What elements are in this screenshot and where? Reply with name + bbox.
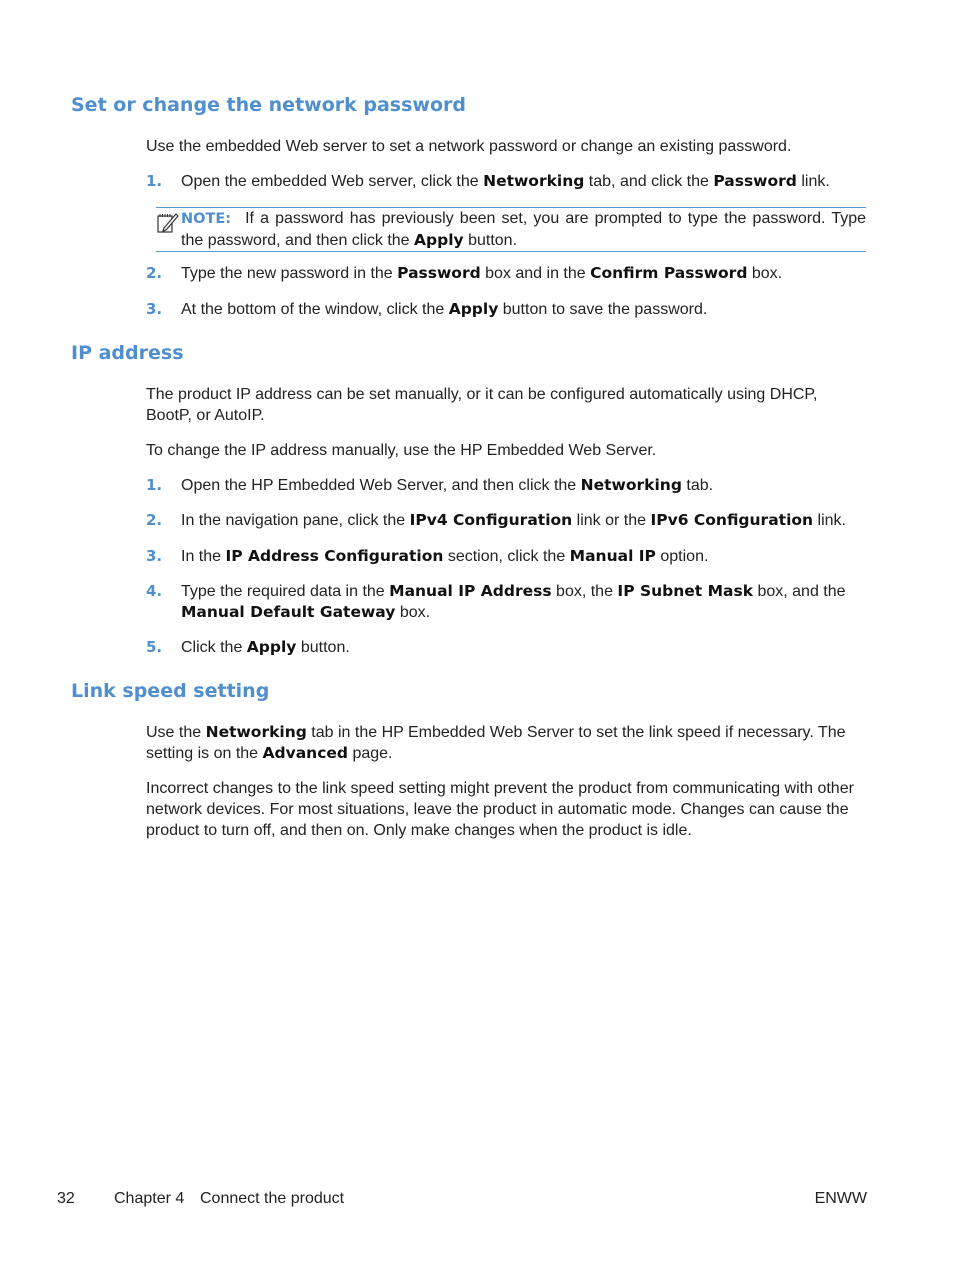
ui-term: Apply	[448, 300, 499, 318]
section-heading-ip-address: IP address	[71, 342, 184, 364]
step-text: In the navigation pane, click the IPv4 Configuration link or the IPv6 Configuration link.	[181, 511, 846, 529]
ui-term: Apply	[414, 231, 464, 249]
section-heading-link-speed: Link speed setting	[71, 680, 270, 702]
step-number: 3.	[146, 300, 163, 318]
step-number: 1.	[146, 172, 163, 190]
page-number: 32	[57, 1190, 75, 1207]
step-text: Type the new password in the Password box and in the Confirm Password box.	[181, 264, 783, 282]
ui-term: IPv6 Configuration	[650, 511, 814, 529]
note-body: If a password has previously been set, you are prompted to type the password. Type the password, and then click the Apply button.	[181, 210, 866, 249]
note-label: NOTE:	[181, 211, 232, 227]
step-number: 4.	[146, 582, 163, 600]
ui-term: Password	[397, 264, 481, 282]
step-number: 2.	[146, 264, 163, 282]
step-text: Open the embedded Web server, click the Networking tab, and click the Password link.	[181, 172, 830, 190]
ui-term: Networking	[205, 723, 307, 741]
ui-term: IP Subnet Mask	[617, 582, 754, 600]
ui-term: Networking	[580, 476, 682, 494]
ui-term: Manual IP Address	[389, 582, 552, 600]
step-number: 3.	[146, 547, 163, 565]
note-pencil-icon	[156, 210, 180, 234]
ui-term: Apply	[246, 638, 297, 656]
ip-intro-2: To change the IP address manually, use the HP Embedded Web Server.	[146, 442, 657, 459]
ip-intro-1: The product IP address can be set manually, or it can be configured automatically using DHCP, BootP, or AutoIP.	[146, 386, 818, 424]
step-number: 2.	[146, 511, 163, 529]
footer-chapter: Chapter 4	[114, 1190, 185, 1207]
note-text	[181, 208, 866, 251]
step-text: In the IP Address Configuration section, click the Manual IP option.	[181, 547, 709, 565]
ui-term: IPv4 Configuration	[409, 511, 573, 529]
footer-locale: ENWW	[814, 1190, 867, 1207]
link-para-1: Use the Networking tab in the HP Embedded Web Server to set the link speed if necessary. The setting is on the Advanced page.	[146, 723, 846, 762]
ui-term: IP Address Configuration	[225, 547, 444, 565]
note-box	[156, 207, 866, 252]
ui-term: Manual IP	[569, 547, 656, 565]
ui-term: Password	[713, 172, 797, 190]
footer-chapter-title: Connect the product	[200, 1190, 345, 1207]
password-intro: Use the embedded Web server to set a network password or change an existing password.	[146, 138, 792, 155]
ui-term: Manual Default Gateway	[181, 603, 396, 621]
step-number: 1.	[146, 476, 163, 494]
link-para-2: Incorrect changes to the link speed setting might prevent the product from communicating with other network devices. For most situations, leave the product in automatic mode. Changes can cause the product to turn off, and then on. Only make changes when the product is idle.	[146, 780, 854, 839]
step-text: At the bottom of the window, click the Apply button to save the password.	[181, 300, 708, 318]
ui-term: Advanced	[262, 744, 349, 762]
step-text: Type the required data in the Manual IP Address box, the IP Subnet Mask box, and the Manual Default Gateway box.	[181, 582, 846, 621]
ui-term: Confirm Password	[590, 264, 748, 282]
step-number: 5.	[146, 638, 163, 656]
section-heading-password: Set or change the network password	[71, 94, 466, 116]
step-text: Click the Apply button.	[181, 638, 350, 656]
step-text: Open the HP Embedded Web Server, and then click the Networking tab.	[181, 476, 714, 494]
ui-term: Networking	[483, 172, 585, 190]
